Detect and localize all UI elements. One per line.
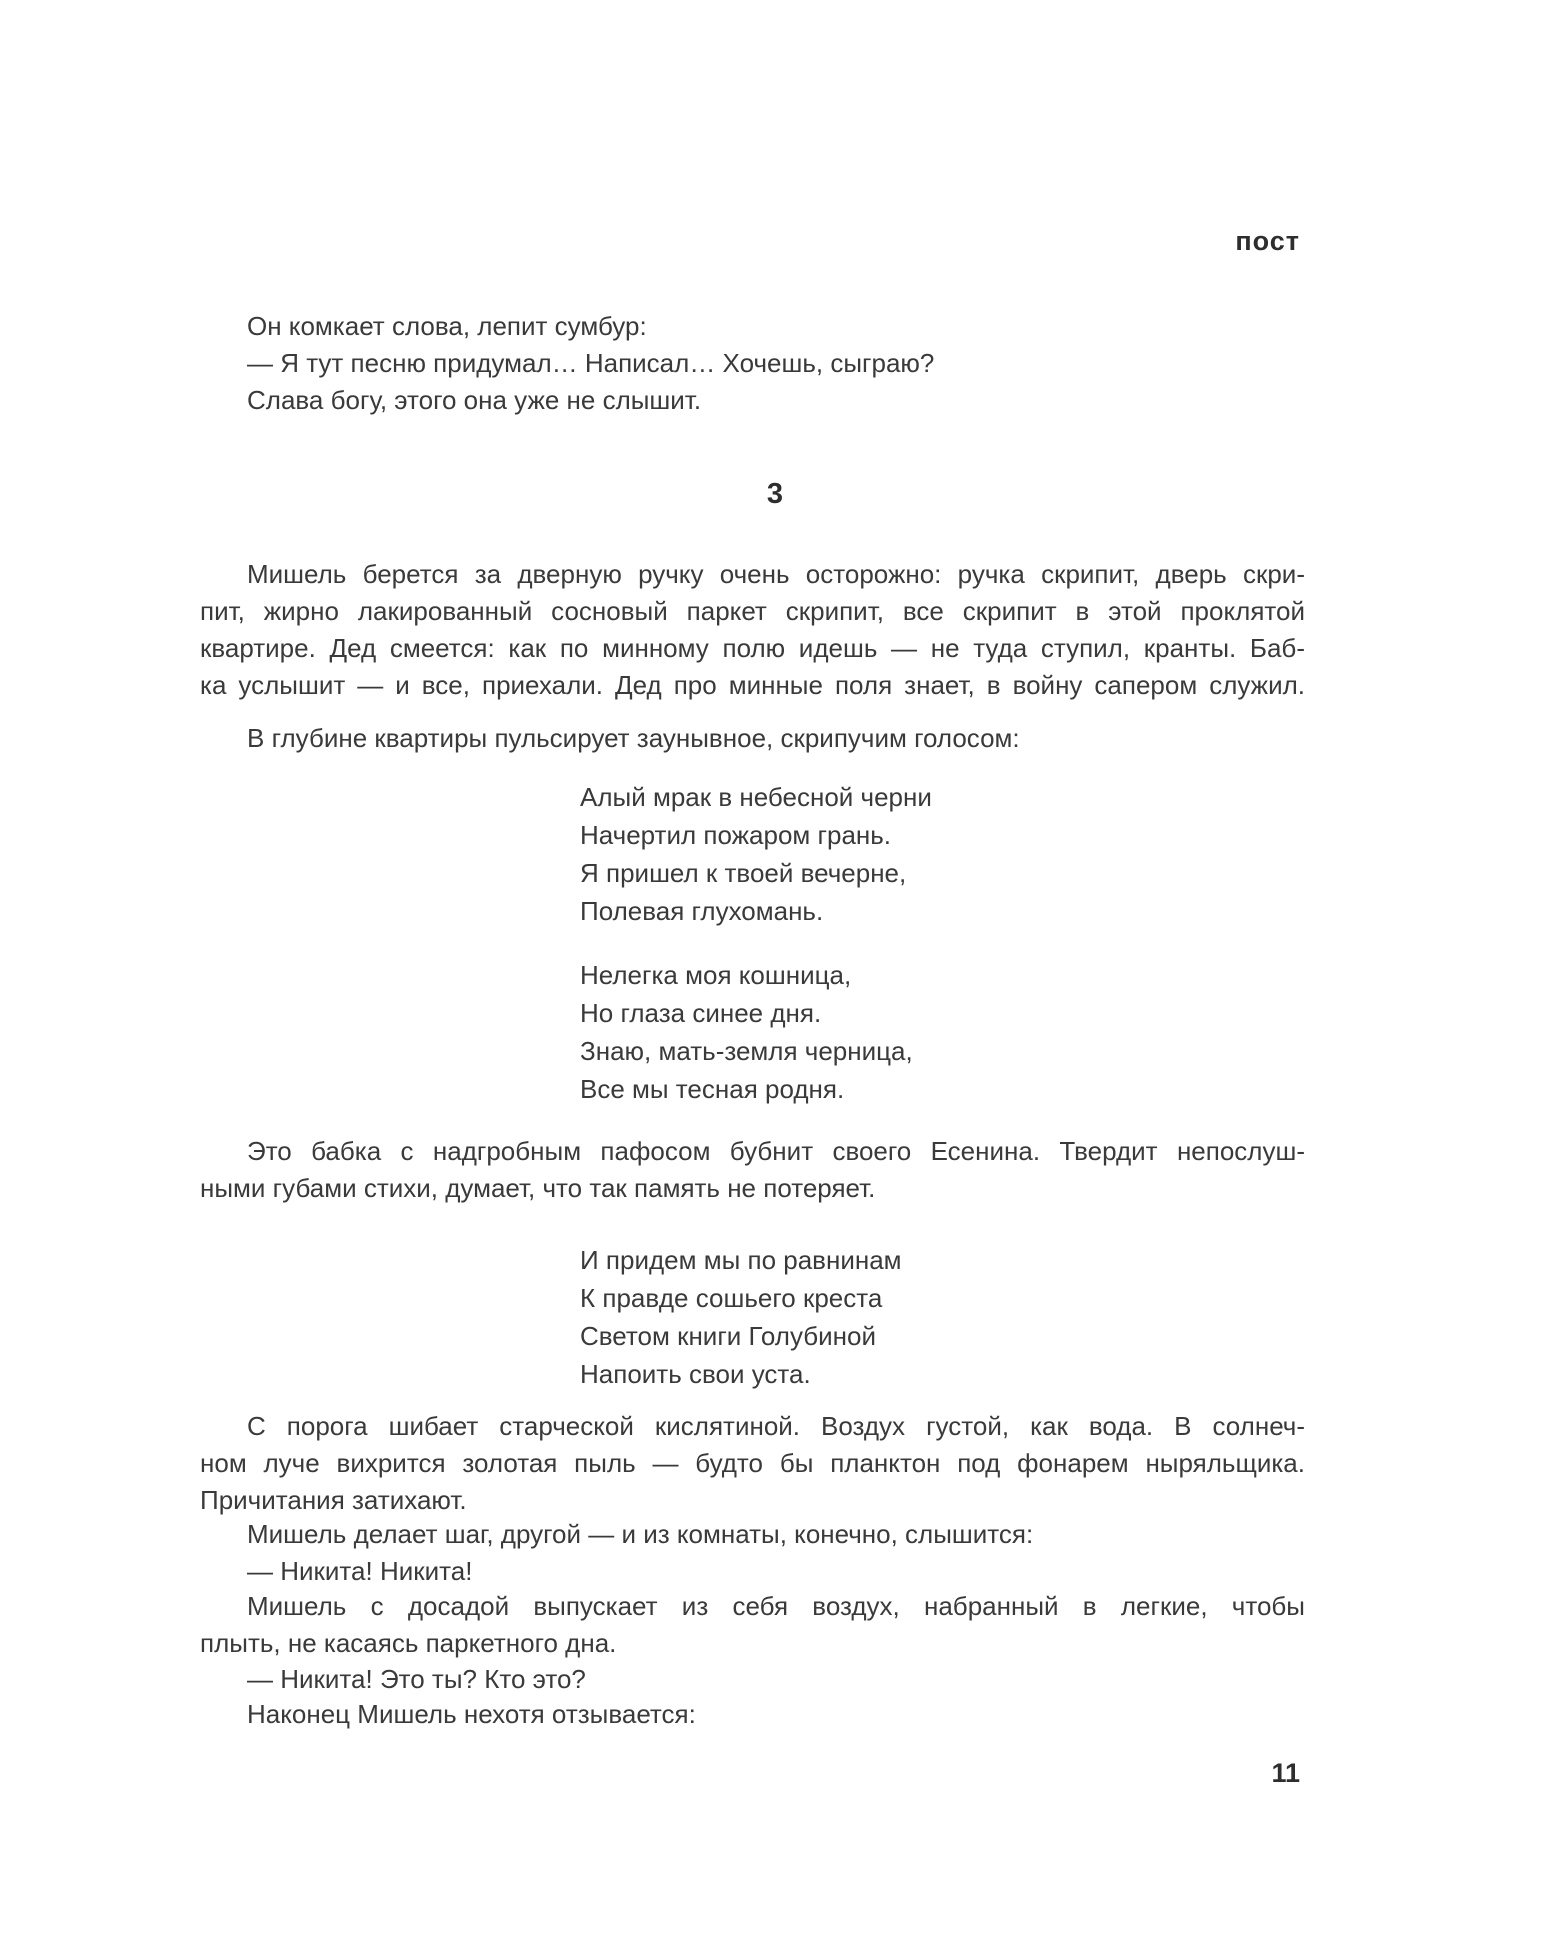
verse-line: Все мы тесная родня. (580, 1074, 845, 1104)
verse-line: Полевая глухомань. (580, 896, 824, 926)
text-line: Наконец Мишель нехотя отзывается: (247, 1699, 696, 1729)
paragraph (200, 1696, 1305, 1733)
text-line: — Никита! Это ты? Кто это? (247, 1664, 586, 1694)
text-line: — Никита! Никита! (247, 1556, 473, 1586)
text-line: квартире. Дед смеется: как по минному полю идешь — не туда ступил, кранты. Баб- (200, 633, 1305, 663)
verse-line: И придем мы по равнинам (580, 1245, 902, 1275)
paragraph (200, 1516, 1305, 1553)
verse-line: Начертил пожаром грань. (580, 820, 892, 850)
text-line: пит, жирно лакированный сосновый паркет скрипит, все скрипит в этой проклятой (200, 596, 1305, 626)
text-line: Это бабка с надгробным пафосом бубнит своего Есенина. Твердит непослуш- (247, 1136, 1305, 1166)
text-line: — Я тут песню придумал… Написал… Хочешь, сыграю? (247, 348, 935, 378)
poem-stanza (580, 956, 1280, 1108)
text-line: Причитания затихают. (200, 1485, 467, 1515)
paragraph (200, 556, 1305, 704)
poem-stanza (580, 1241, 1280, 1393)
running-header: пост (1235, 226, 1300, 256)
verse-line: Алый мрак в небесной черни (580, 782, 932, 812)
text-line: В глубине квартиры пульсирует заунывное, скрипучим голосом: (247, 723, 1020, 753)
opening-paragraphs (200, 308, 1305, 419)
text-line: ном луче вихрится золотая пыль — будто бы планктон под фонарем ныряльщика. (200, 1448, 1305, 1478)
verse-line: Я пришел к твоей вечерне, (580, 858, 907, 888)
text-line: С порога шибает старческой кислятиной. Воздух густой, как вода. В солнеч- (247, 1411, 1305, 1441)
paragraph (200, 720, 1305, 757)
verse-line: Напоить свои уста. (580, 1359, 811, 1389)
verse-line: Знаю, мать-земля черница, (580, 1036, 913, 1066)
verse-line: Нелегка моя кошница, (580, 960, 852, 990)
verse-line: Светом книги Голубиной (580, 1321, 877, 1351)
section-number: 3 (766, 478, 784, 510)
text-line: Мишель берется за дверную ручку очень осторожно: ручка скрипит, дверь скри- (247, 559, 1305, 589)
verse-line: Но глаза синее дня. (580, 998, 822, 1028)
paragraph (200, 1133, 1305, 1207)
text-line: плыть, не касаясь паркетного дна. (200, 1628, 617, 1658)
paragraph (200, 1588, 1305, 1662)
verse-line: К правде сошьего креста (580, 1283, 883, 1313)
text-line: ка услышит — и все, приехали. Дед про минные поля знает, в войну сапером служил. (200, 670, 1305, 700)
dialogue-line (200, 1661, 1305, 1698)
dialogue-line (200, 1553, 1305, 1590)
text-line: ными губами стихи, думает, что так память не потеряет. (200, 1173, 876, 1203)
page-number: 11 (1271, 1758, 1300, 1788)
text-line: Он комкает слова, лепит сумбур: (247, 311, 647, 341)
poem-stanza (580, 778, 1280, 930)
text-line: Слава богу, этого она уже не слышит. (247, 385, 702, 415)
text-line: Мишель делает шаг, другой — и из комнаты, конечно, слышится: (247, 1519, 1034, 1549)
paragraph (200, 1408, 1305, 1519)
text-line: Мишель с досадой выпускает из себя воздух, набранный в легкие, чтобы (247, 1591, 1305, 1621)
